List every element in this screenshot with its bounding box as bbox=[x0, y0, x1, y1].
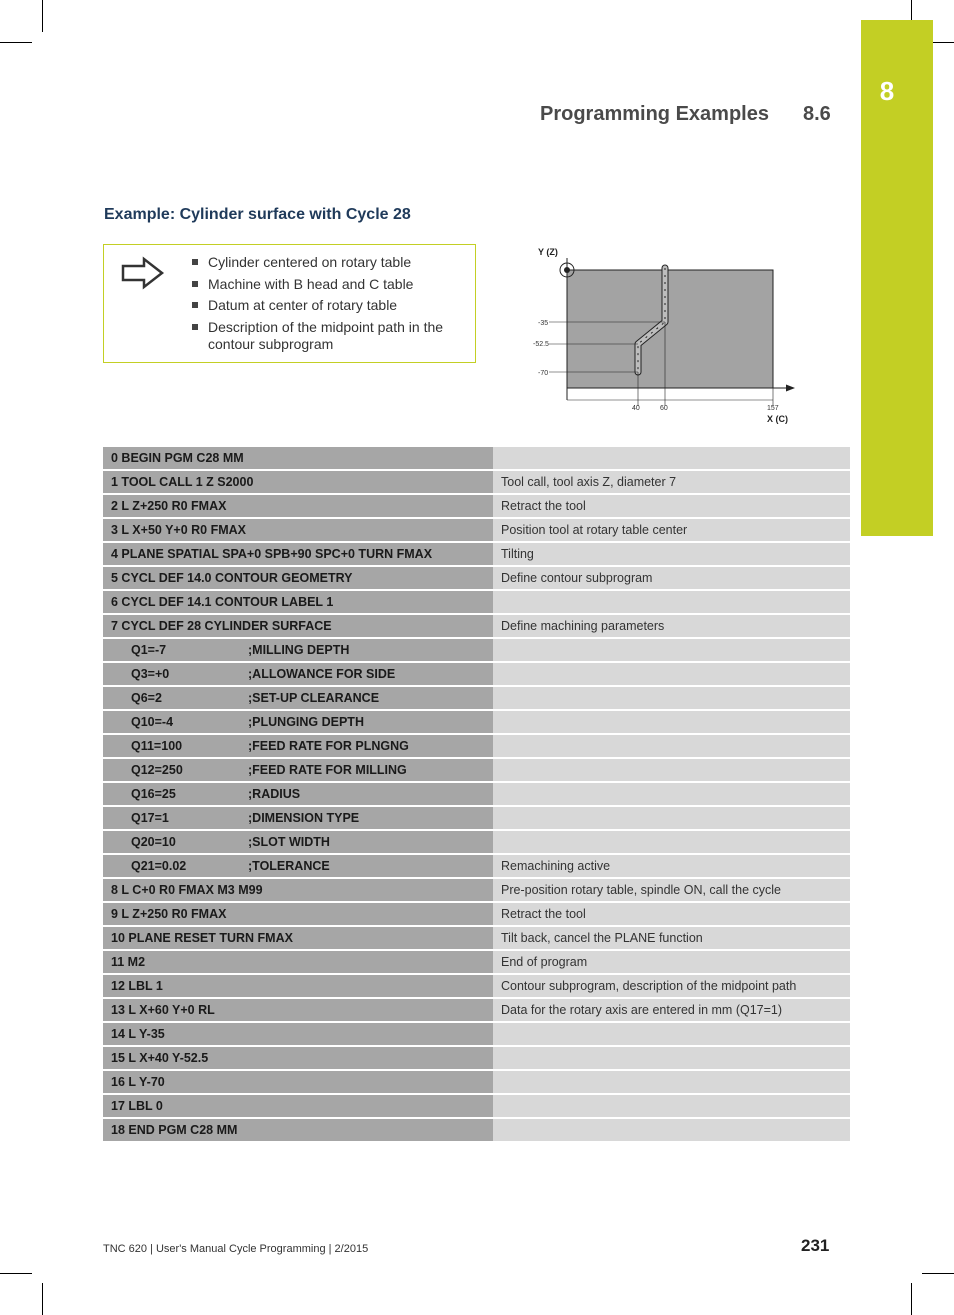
parameter-label: ;MILLING DEPTH bbox=[248, 643, 350, 657]
crop-mark bbox=[0, 42, 32, 43]
program-code-cell: 17 LBL 0 bbox=[103, 1094, 493, 1118]
program-row bbox=[103, 902, 850, 926]
program-code-cell: 0 BEGIN PGM C28 MM bbox=[103, 447, 493, 470]
program-code-cell: 13 L X+60 Y+0 RL bbox=[103, 998, 493, 1022]
program-code-cell: 9 L Z+250 R0 FMAX bbox=[103, 902, 493, 926]
crop-mark bbox=[922, 1273, 954, 1274]
parameter-label: ;SLOT WIDTH bbox=[248, 835, 330, 849]
chapter-tab bbox=[861, 20, 933, 536]
program-row bbox=[103, 542, 850, 566]
program-row bbox=[103, 638, 850, 662]
parameter-label: ;TOLERANCE bbox=[248, 859, 330, 873]
program-comment-cell bbox=[493, 758, 850, 782]
footer-text: TNC 620 | User's Manual Cycle Programming | 2/2015 bbox=[103, 1243, 369, 1255]
x-tick-label: 60 bbox=[660, 405, 668, 412]
program-comment-cell bbox=[493, 1046, 850, 1070]
program-row bbox=[103, 518, 850, 542]
cycle-parameter-cell bbox=[103, 806, 493, 830]
datum-symbol-center bbox=[564, 267, 570, 273]
program-comment-cell bbox=[493, 447, 850, 470]
cycle-parameter-cell bbox=[103, 830, 493, 854]
page-header-section: 8.6 bbox=[803, 103, 831, 125]
program-row bbox=[103, 470, 850, 494]
cycle-parameter-cell bbox=[103, 686, 493, 710]
program-code-cell: 3 L X+50 Y+0 R0 FMAX bbox=[103, 518, 493, 542]
note-item: Cylinder centered on rotary table bbox=[192, 254, 472, 271]
example-title: Example: Cylinder surface with Cycle 28 bbox=[104, 206, 411, 223]
program-row bbox=[103, 494, 850, 518]
program-code-cell: 10 PLANE RESET TURN FMAX bbox=[103, 926, 493, 950]
crop-mark bbox=[42, 1283, 43, 1315]
program-comment-cell: Retract the tool bbox=[493, 494, 850, 518]
parameter-label: ;RADIUS bbox=[248, 787, 301, 801]
crop-mark bbox=[0, 1273, 32, 1274]
crop-mark bbox=[42, 0, 43, 32]
program-code-cell: 16 L Y-70 bbox=[103, 1070, 493, 1094]
y-tick-label: -35 bbox=[538, 320, 549, 327]
note-item: Datum at center of rotary table bbox=[192, 297, 472, 314]
parameter-value: Q16=25 bbox=[131, 787, 176, 801]
program-row bbox=[103, 662, 850, 686]
program-comment-cell bbox=[493, 782, 850, 806]
program-row bbox=[103, 686, 850, 710]
program-row bbox=[103, 830, 850, 854]
crop-mark bbox=[911, 1283, 912, 1315]
cycle-parameter-cell bbox=[103, 638, 493, 662]
parameter-label: ;PLUNGING DEPTH bbox=[248, 715, 364, 729]
unrolled-cylinder-surface bbox=[567, 270, 773, 388]
program-comment-cell bbox=[493, 734, 850, 758]
program-comment-cell: Data for the rotary axis are entered in mm (Q17=1) bbox=[493, 998, 850, 1022]
program-row bbox=[103, 1118, 850, 1142]
program-comment-cell bbox=[493, 1070, 850, 1094]
program-comment-cell bbox=[493, 1094, 850, 1118]
program-code-cell: 14 L Y-35 bbox=[103, 1022, 493, 1046]
cycle-parameter-cell bbox=[103, 758, 493, 782]
cylinder-contour-diagram bbox=[525, 240, 800, 430]
note-item: Machine with B head and C table bbox=[192, 276, 472, 293]
nc-program-table bbox=[103, 447, 850, 1143]
cycle-parameter-cell bbox=[103, 782, 493, 806]
program-row bbox=[103, 447, 850, 470]
parameter-label: ;SET-UP CLEARANCE bbox=[248, 691, 380, 705]
x-tick-label: 40 bbox=[632, 405, 640, 412]
program-code-cell: 11 M2 bbox=[103, 950, 493, 974]
program-row bbox=[103, 1094, 850, 1118]
program-code-cell: 5 CYCL DEF 14.0 CONTOUR GEOMETRY bbox=[103, 566, 493, 590]
program-code-cell: 15 L X+40 Y-52.5 bbox=[103, 1046, 493, 1070]
program-comment-cell: Tilting bbox=[493, 542, 850, 566]
parameter-label: ;ALLOWANCE FOR SIDE bbox=[248, 667, 396, 681]
parameter-value: Q11=100 bbox=[131, 739, 183, 753]
program-comment-cell bbox=[493, 806, 850, 830]
program-code-cell: 18 END PGM C28 MM bbox=[103, 1118, 493, 1142]
program-row bbox=[103, 614, 850, 638]
program-row bbox=[103, 710, 850, 734]
program-row bbox=[103, 1022, 850, 1046]
program-row bbox=[103, 1046, 850, 1070]
program-comment-cell: Define machining parameters bbox=[493, 614, 850, 638]
program-comment-cell bbox=[493, 686, 850, 710]
program-row bbox=[103, 974, 850, 998]
y-tick-label: -70 bbox=[538, 370, 549, 377]
chapter-number: 8 bbox=[879, 76, 895, 106]
program-row bbox=[103, 998, 850, 1022]
program-row bbox=[103, 1070, 850, 1094]
parameter-value: Q3=+0 bbox=[131, 667, 170, 681]
parameter-label: ;FEED RATE FOR MILLING bbox=[248, 763, 407, 777]
program-comment-cell bbox=[493, 830, 850, 854]
program-code-cell: 6 CYCL DEF 14.1 CONTOUR LABEL 1 bbox=[103, 590, 493, 614]
page-number: 231 bbox=[801, 1236, 830, 1255]
program-comment-cell: End of program bbox=[493, 950, 850, 974]
x-axis-label: X (C) bbox=[767, 414, 788, 424]
program-comment-cell bbox=[493, 638, 850, 662]
program-comment-cell: Contour subprogram, description of the midpoint path bbox=[493, 974, 850, 998]
cycle-parameter-cell bbox=[103, 710, 493, 734]
program-comment-cell bbox=[493, 1118, 850, 1142]
program-row bbox=[103, 590, 850, 614]
cycle-parameter-cell bbox=[103, 854, 493, 878]
program-comment-cell bbox=[493, 710, 850, 734]
parameter-value: Q20=10 bbox=[131, 835, 176, 849]
note-item: Description of the midpoint path in the contour subprogram bbox=[192, 319, 472, 353]
cycle-parameter-cell bbox=[103, 734, 493, 758]
note-list bbox=[192, 254, 472, 357]
program-comment-cell bbox=[493, 590, 850, 614]
parameter-value: Q6=2 bbox=[131, 691, 162, 705]
program-code-cell: 8 L C+0 R0 FMAX M3 M99 bbox=[103, 878, 493, 902]
x-axis-arrow bbox=[786, 385, 795, 392]
program-comment-cell: Tilt back, cancel the PLANE function bbox=[493, 926, 850, 950]
note-box bbox=[103, 244, 476, 363]
parameter-value: Q12=250 bbox=[131, 763, 183, 777]
program-comment-cell: Define contour subprogram bbox=[493, 566, 850, 590]
program-code-cell: 12 LBL 1 bbox=[103, 974, 493, 998]
parameter-value: Q10=-4 bbox=[131, 715, 174, 729]
program-row bbox=[103, 806, 850, 830]
y-tick-label: -52.5 bbox=[533, 341, 549, 348]
x-tick-label: 157 bbox=[767, 405, 779, 412]
program-row bbox=[103, 734, 850, 758]
page-header-title: Programming Examples bbox=[540, 103, 769, 125]
parameter-label: ;DIMENSION TYPE bbox=[248, 811, 360, 825]
parameter-value: Q17=1 bbox=[131, 811, 169, 825]
program-comment-cell: Pre-position rotary table, spindle ON, call the cycle bbox=[493, 878, 850, 902]
parameter-value: Q21=0.02 bbox=[131, 859, 187, 873]
program-comment-cell: Tool call, tool axis Z, diameter 7 bbox=[493, 470, 850, 494]
program-row bbox=[103, 878, 850, 902]
program-row bbox=[103, 758, 850, 782]
program-code-cell: 2 L Z+250 R0 FMAX bbox=[103, 494, 493, 518]
program-code-cell: 1 TOOL CALL 1 Z S2000 bbox=[103, 470, 493, 494]
program-comment-cell bbox=[493, 662, 850, 686]
parameter-label: ;FEED RATE FOR PLNGNG bbox=[248, 739, 409, 753]
program-comment-cell: Position tool at rotary table center bbox=[493, 518, 850, 542]
y-axis-label: Y (Z) bbox=[538, 247, 558, 257]
program-row bbox=[103, 926, 850, 950]
arrow-right-icon bbox=[120, 255, 168, 291]
program-row bbox=[103, 566, 850, 590]
parameter-value: Q1=-7 bbox=[131, 643, 167, 657]
program-row bbox=[103, 782, 850, 806]
program-comment-cell: Remachining active bbox=[493, 854, 850, 878]
program-comment-cell bbox=[493, 1022, 850, 1046]
program-row bbox=[103, 854, 850, 878]
program-row bbox=[103, 950, 850, 974]
program-code-cell: 7 CYCL DEF 28 CYLINDER SURFACE bbox=[103, 614, 493, 638]
cycle-parameter-cell bbox=[103, 662, 493, 686]
program-code-cell: 4 PLANE SPATIAL SPA+0 SPB+90 SPC+0 TURN FMAX bbox=[103, 542, 493, 566]
program-comment-cell: Retract the tool bbox=[493, 902, 850, 926]
